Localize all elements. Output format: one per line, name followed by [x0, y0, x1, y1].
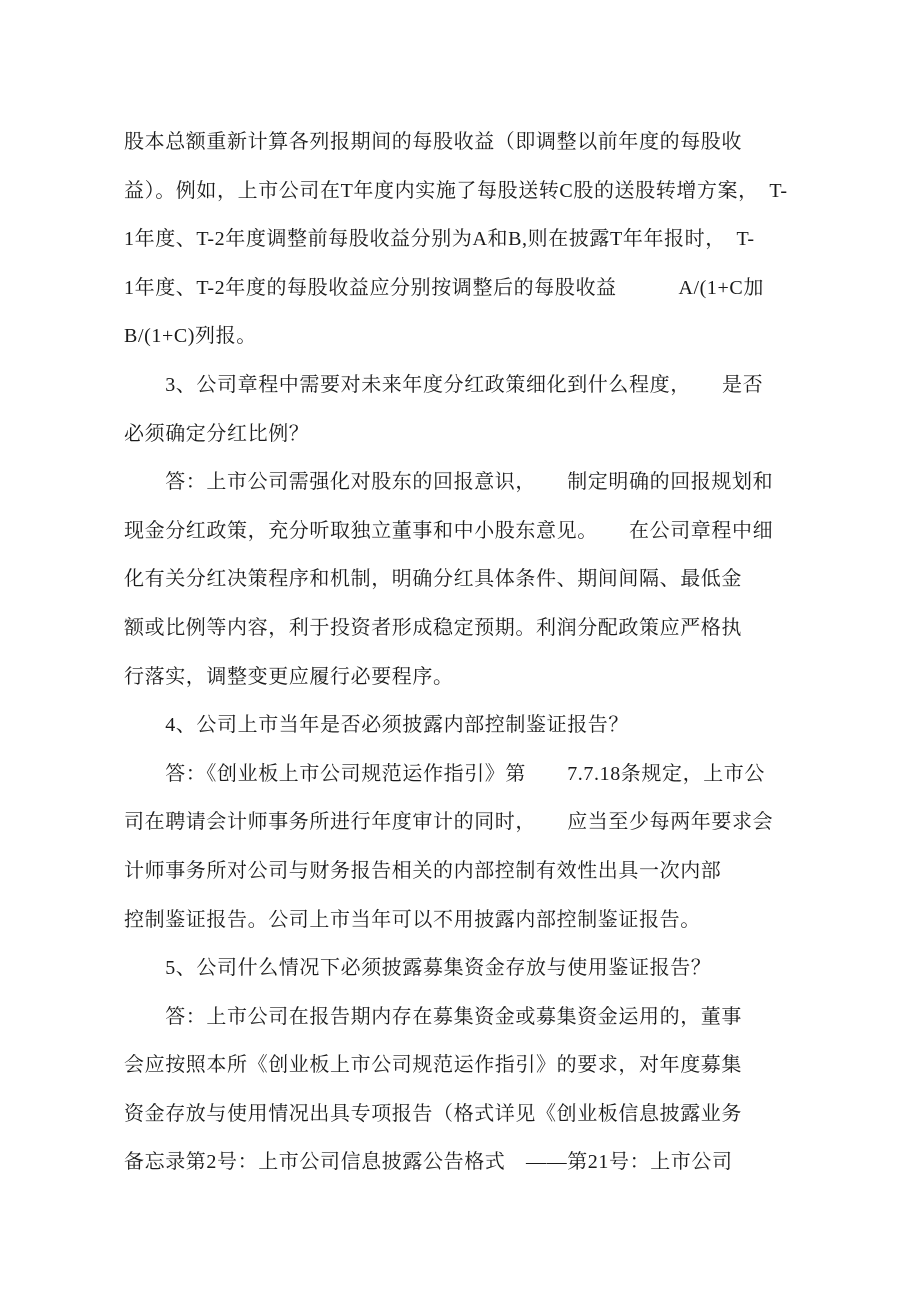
text-line: 化有关分红决策程序和机制，明确分红具体条件、期间间隔、最低金: [124, 568, 742, 591]
text-line: 4、公司上市当年是否必须披露内部控制鉴证报告？: [124, 714, 629, 737]
text-line: 1年度、T-2年度调整前每股收益分别为A和B,则在披露T年年报时， T-: [124, 228, 755, 251]
text-line: 股本总额重新计算各列报期间的每股收益（即调整以前年度的每股收: [124, 131, 742, 153]
text-line: 3、公司章程中需要对未来年度分红政策细化到什么程度， 是否: [124, 373, 764, 396]
text-line: 现金分红政策，充分听取独立董事和中小股东意见。 在公司章程中细: [124, 519, 774, 542]
document-body: [124, 118, 830, 1187]
text-line: 资金存放与使用情况出具专项报告（格式详见《创业板信息披露业务: [124, 1102, 742, 1125]
text-line: 益）。例如，上市公司在T年度内实施了每股送转C股的送股转增方案， T-: [124, 179, 788, 202]
text-line: 控制鉴证报告。公司上市当年可以不用披露内部控制鉴证报告。: [124, 908, 701, 931]
text-line: 答：《创业板上市公司规范运作指引》第 7.7.18条规定，上市公: [124, 762, 765, 785]
text-line: 会应按照本所《创业板上市公司规范运作指引》的要求，对年度募集: [124, 1054, 742, 1077]
text-line: 备忘录第2号：上市公司信息披露公告格式 ——第21号：上市公司: [124, 1151, 733, 1174]
text-line: 司在聘请会计师事务所进行年度审计的同时， 应当至少每两年要求会: [124, 811, 774, 834]
text-line: 1年度、T-2年度的每股收益应分别按调整后的每股收益 A/(1+C加: [124, 276, 764, 299]
text-line: 额或比例等内容，利于投资者形成稳定预期。利润分配政策应严格执: [124, 616, 742, 639]
text-line: 答：上市公司在报告期内存在募集资金或募集资金运用的，董事: [124, 1005, 742, 1028]
text-line: 行落实，调整变更应履行必要程序。: [124, 665, 454, 688]
text-line: 答：上市公司需强化对股东的回报意识， 制定明确的回报规划和: [124, 471, 774, 494]
text-line: B/(1+C)列报。: [124, 325, 257, 348]
text-line: 5、公司什么情况下必须披露募集资金存放与使用鉴证报告？: [124, 957, 712, 980]
text-line: 必须确定分红比例？: [124, 422, 310, 445]
text-line: 计师事务所对公司与财务报告相关的内部控制有效性出具一次内部: [124, 859, 722, 882]
